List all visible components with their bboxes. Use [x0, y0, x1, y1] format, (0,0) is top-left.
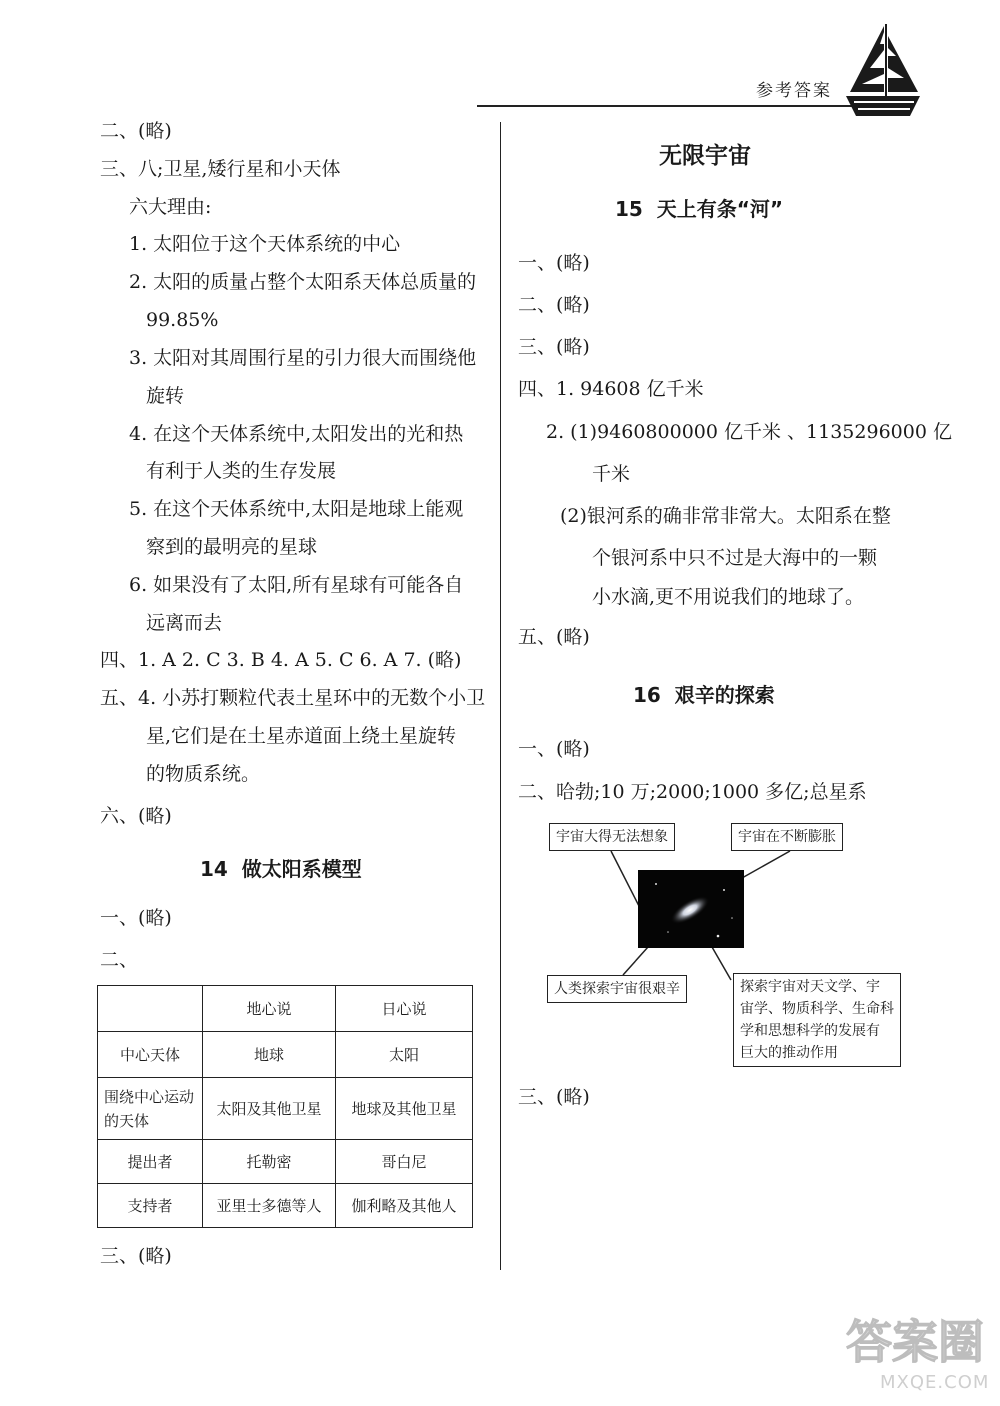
answer-line: 四、1. A 2. C 3. B 4. A 5. C 6. A 7. (略) [100, 649, 462, 671]
answer-line: 有利于人类的生存发展 [146, 460, 337, 482]
answer-line: 六大理由: [129, 196, 212, 218]
table-cell: 中心天体 [98, 1032, 203, 1078]
diagram-box-line: 巨大的推动作用 [740, 1045, 838, 1061]
watermark-logo-icon [842, 1306, 992, 1376]
answer-line: 四、1. 94608 亿千米 [518, 378, 704, 400]
table-cell: 托勒密 [203, 1140, 336, 1184]
lesson-14-title: 14 做太阳系模型 [200, 857, 362, 881]
answer-line: 二、(略) [100, 120, 172, 142]
table-cell: 地球及其他卫星 [336, 1078, 473, 1140]
lesson-15-title: 15 天上有条“河” [615, 197, 784, 221]
header-title: 参考答案 [756, 81, 832, 101]
table-cell: 太阳 [336, 1032, 473, 1078]
watermark-url: MXQE.COM [880, 1372, 990, 1393]
table-cell: 太阳及其他卫星 [203, 1078, 336, 1140]
answer-line: (2)银河系的确非常非常大。太阳系在整 [560, 505, 891, 527]
table-header-cell: 日心说 [336, 986, 473, 1032]
diagram-box-bottom-right [733, 973, 901, 1067]
diagram-box-line: 探索宇宙对天文学、宇 [740, 979, 880, 995]
answer-line: 二、 [100, 949, 139, 971]
answer-line: 5. 在这个天体系统中,太阳是地球上能观 [129, 498, 464, 520]
answer-line: 4. 在这个天体系统中,太阳发出的光和热 [129, 423, 464, 445]
diagram-box-line: 学和思想科学的发展有 [740, 1023, 880, 1039]
answer-line: 2. 太阳的质量占整个太阳系天体总质量的 [129, 271, 477, 293]
diagram-box-line: 宙学、物质科学、生命科 [740, 1001, 894, 1017]
answer-line: 三、(略) [518, 336, 590, 358]
table-cell: 提出者 [98, 1140, 203, 1184]
answer-line: 99.85% [146, 309, 219, 331]
table-cell: 地球 [203, 1032, 336, 1078]
answer-line: 二、(略) [518, 294, 590, 316]
answer-line: 千米 [592, 463, 631, 485]
answer-line: 一、(略) [518, 252, 590, 274]
diagram-box-top-right: 宇宙在不断膨胀 [731, 823, 843, 851]
answer-line: 3. 太阳对其周围行星的引力很大而围绕他 [129, 347, 477, 369]
answer-line: 远离而去 [146, 612, 223, 634]
table-cell: 伽利略及其他人 [336, 1184, 473, 1228]
table-cell: 亚里士多德等人 [203, 1184, 336, 1228]
answer-line: 一、(略) [100, 907, 172, 929]
answer-line: 旋转 [146, 385, 185, 407]
table-header-cell: 地心说 [203, 986, 336, 1032]
answer-line: 的物质系统。 [146, 763, 261, 785]
answer-line: 小水滴,更不用说我们的地球了。 [592, 586, 865, 608]
answer-line: 星,它们是在土星赤道面上绕土星旋转 [146, 725, 457, 747]
table-cell: 支持者 [98, 1184, 203, 1228]
table-cell: 哥白尼 [336, 1140, 473, 1184]
answer-line: 二、哈勃;10 万;2000;1000 多亿;总星系 [518, 781, 867, 803]
answer-line: 个银河系中只不过是大海中的一颗 [592, 547, 878, 569]
answer-line: 2. (1)9460800000 亿千米 、1135296000 亿 [546, 421, 952, 443]
answer-line: 三、(略) [100, 1245, 172, 1267]
table-cell: 围绕中心运动的天体 [98, 1078, 203, 1140]
svg-text:答案圈: 答案圈 [846, 1315, 984, 1369]
answer-line: 三、八;卫星,矮行星和小天体 [100, 158, 341, 180]
answer-line: 6. 如果没有了太阳,所有星球有可能各自 [129, 574, 464, 596]
answer-line: 一、(略) [518, 738, 590, 760]
answer-line: 察到的最明亮的星球 [146, 536, 318, 558]
answer-line: 三、(略) [518, 1086, 590, 1108]
galaxy-image [638, 870, 744, 948]
answer-line: 六、(略) [100, 805, 172, 827]
lesson-16-title: 16 艰辛的探索 [633, 683, 775, 707]
unit-title: 无限宇宙 [659, 143, 751, 169]
answer-line: 1. 太阳位于这个天体系统的中心 [129, 233, 401, 255]
diagram-box-top-left: 宇宙大得无法想象 [549, 823, 675, 851]
diagram-box-bottom-left: 人类探索宇宙很艰辛 [547, 975, 687, 1003]
answer-line: 五、4. 小苏打颗粒代表土星环中的无数个小卫 [100, 687, 486, 709]
answer-line: 五、(略) [518, 626, 590, 648]
